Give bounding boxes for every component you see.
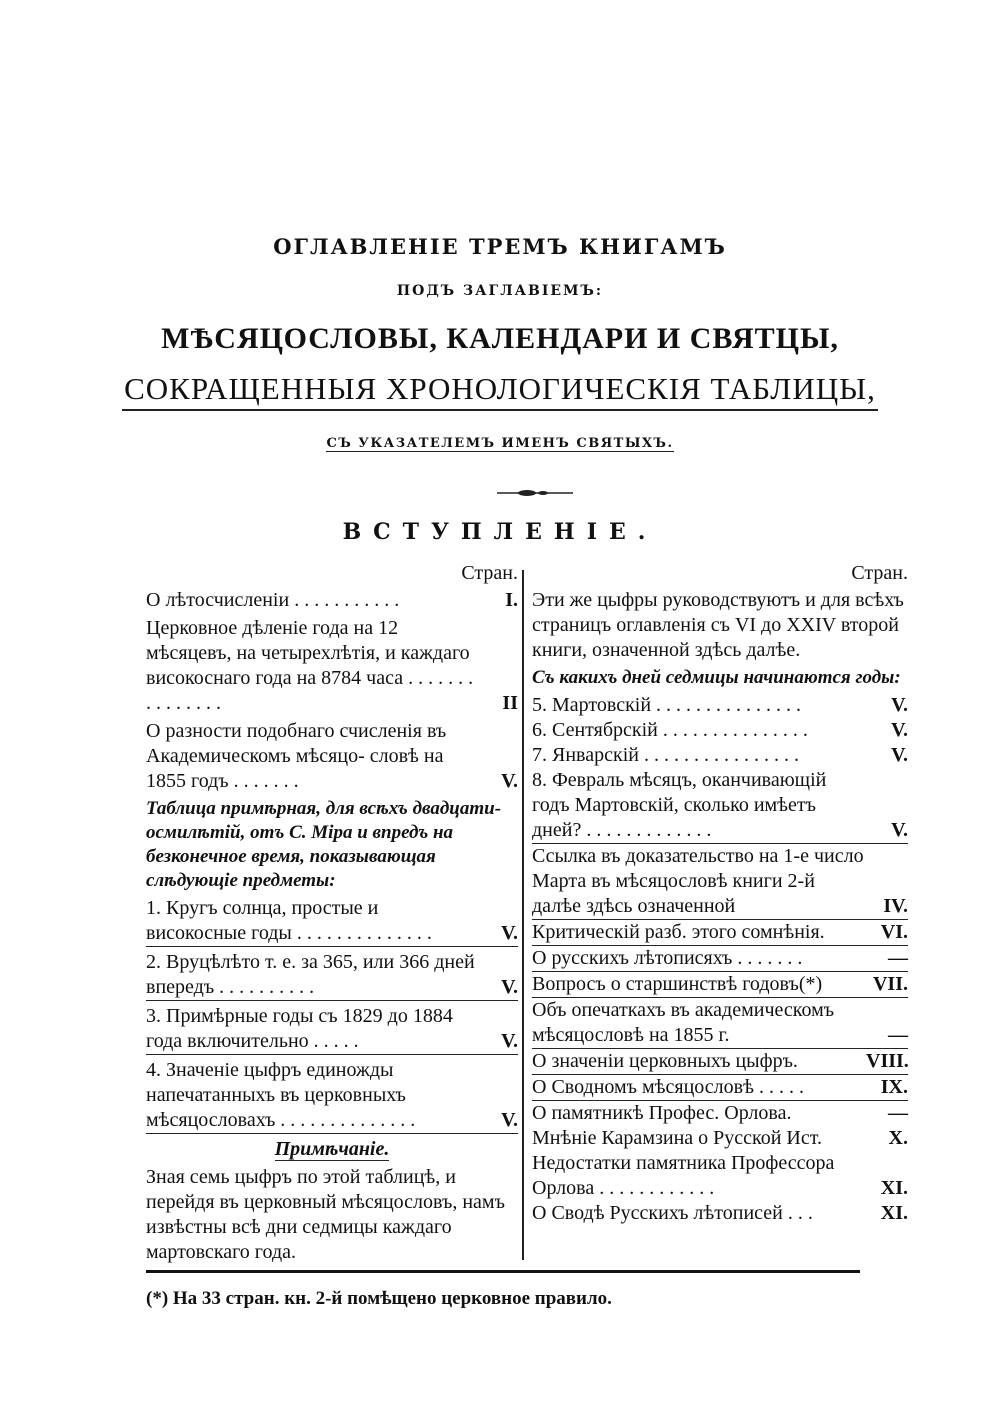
section-title: ВСТУПЛЕНІЕ. xyxy=(342,519,658,545)
toc-entry-text: Церковное дѣленіе года на 12 мѣсяцевъ, на четырехлѣтія, и каждаго високоснаго года на 8784 часа . . . . . . . . . . . . . . . xyxy=(146,617,474,714)
toc-entry-page: I. xyxy=(505,589,518,611)
toc-entry[interactable] xyxy=(532,1126,908,1151)
toc-entry[interactable] xyxy=(146,616,518,716)
toc-entry-page: — xyxy=(888,947,908,969)
toc-item[interactable] xyxy=(146,896,518,947)
toc-item-page: V. xyxy=(891,819,908,841)
title-line-4-text: СОКРАЩЕННЫЯ ХРОНОЛОГИЧЕСКІЯ ТАБЛИЦЫ, xyxy=(122,371,878,411)
title-line-4 xyxy=(0,371,1000,411)
toc-item-text: 2. Вруцѣлѣто т. е. за 365, или 366 дней впередъ . . . . . . . . . . xyxy=(146,951,475,998)
toc-item[interactable] xyxy=(146,950,518,1001)
toc-item-page: V. xyxy=(501,1030,518,1052)
toc-entry-text: О памятникѣ Профес. Орлова. xyxy=(532,1102,792,1124)
toc-entry-text: Объ опечаткахъ въ академическомъ мѣсяцословѣ на 1855 г. xyxy=(532,999,835,1046)
toc-entry-page: — xyxy=(888,1102,908,1124)
toc-entry-page: — xyxy=(888,1024,908,1046)
toc-item-text: 7. Январскій . . . . . . . . . . . . . . . . xyxy=(532,744,799,766)
toc-item-text: 3. Примѣрные годы съ 1829 до 1884 года включительно . . . . . xyxy=(146,1005,453,1052)
toc-item-text: 5. Мартовскій . . . . . . . . . . . . . . . xyxy=(532,694,802,716)
toc-entry[interactable] xyxy=(532,1201,908,1226)
note-text: Зная семь цыфръ по этой таблицѣ, и перейдя въ церковный мѣсяцословъ, намъ извѣстны всѣ дни седмицы каждаго мартовскаго года. xyxy=(146,1166,505,1263)
toc-entry-text: Ссылка въ доказательство на 1-е число Марта въ мѣсяцословѣ книги 2-й далѣе здѣсь означенной xyxy=(532,845,864,917)
toc-entry[interactable] xyxy=(532,972,908,998)
toc-item-text: 6. Сентябрскій . . . . . . . . . . . . . . . xyxy=(532,719,808,741)
toc-item-text: 8. Февраль мѣсяцъ, оканчивающій годъ Мартовскій, сколько имѣетъ дней? . . . . . . . . . . . . . xyxy=(532,769,827,841)
toc-item[interactable] xyxy=(532,718,908,743)
title-line-3: МѢСЯЦОСЛОВЫ, КАЛЕНДАРИ И СВЯТЦЫ, xyxy=(161,322,839,355)
bottom-rule xyxy=(146,1270,860,1273)
toc-item[interactable] xyxy=(532,693,908,718)
toc-item[interactable] xyxy=(146,1004,518,1055)
title-line-5 xyxy=(0,436,1000,452)
toc-entry-page: VIII. xyxy=(866,1050,909,1072)
toc-item-text: 4. Значеніе цыфръ единожды напечатанныхъ въ церковныхъ мѣсяцословахъ . . . . . . . . . . . . . . xyxy=(146,1059,416,1131)
toc-item-page: V. xyxy=(891,744,908,766)
toc-entry-text: Критическій разб. этого сомнѣнія. xyxy=(532,921,825,943)
footnote: (*) На 33 стран. кн. 2-й помѣщено церковное правило. xyxy=(146,1288,612,1309)
toc-entry-page: X. xyxy=(888,1127,908,1149)
toc-entry[interactable] xyxy=(532,1101,908,1126)
left-column xyxy=(146,562,518,1265)
right-intro: Эти же цыфры руководствуютъ и для всѣхъ страницъ оглавленія съ VI до XXIV второй книги, означенной здѣсь далѣе. xyxy=(532,589,904,661)
toc-entry-text: О Сводѣ Русскихъ лѣтописей . . . xyxy=(532,1202,813,1224)
title-line-2: ПОДЪ ЗАГЛАВІЕМЪ: xyxy=(396,283,604,299)
toc-entry-text: О разности подобнаго счисленія въ Академическомъ мѣсяцо- словѣ на 1855 годъ . . . . . . . xyxy=(146,720,447,792)
toc-item[interactable] xyxy=(532,768,908,844)
toc-entry-page: IV. xyxy=(883,895,908,917)
ornament-divider-icon xyxy=(497,488,573,498)
toc-entry[interactable] xyxy=(532,1049,908,1075)
toc-entry[interactable] xyxy=(532,844,908,920)
toc-entry-text: Мнѣніе Карамзина о Русской Ист. xyxy=(532,1127,822,1149)
toc-entry-text: О русскихъ лѣтописяхъ . . . . . . . xyxy=(532,947,803,969)
toc-item-page: V. xyxy=(501,976,518,998)
right-page-header: Стран. xyxy=(851,562,908,584)
right-column xyxy=(532,562,908,1226)
note-heading xyxy=(146,1138,518,1161)
toc-entry-text: О значеніи церковныхъ цыфръ. xyxy=(532,1050,798,1072)
toc-entry[interactable] xyxy=(532,998,908,1049)
toc-item-text: 1. Кругъ солнца, простые и високосные годы . . . . . . . . . . . . . . xyxy=(146,897,432,944)
title-line-1: ОГЛАВЛЕНІЕ ТРЕМЪ КНИГАМЪ xyxy=(273,234,727,259)
toc-item[interactable] xyxy=(532,743,908,768)
toc-entry-text: О лѣтосчисленіи . . . . . . . . . . . xyxy=(146,589,400,611)
toc-entry-page: XI. xyxy=(880,1177,908,1199)
toc-item-page: V. xyxy=(891,719,908,741)
toc-entry[interactable] xyxy=(146,719,518,794)
toc-item-page: V. xyxy=(501,1109,518,1131)
right-subheading: Съ какихъ дней седмицы начинаются годы: xyxy=(532,667,901,688)
toc-entry[interactable] xyxy=(532,1075,908,1101)
toc-entry[interactable] xyxy=(532,920,908,946)
toc-entry[interactable] xyxy=(532,1151,908,1201)
toc-item-page: V. xyxy=(891,694,908,716)
toc-entry-text: Вопросъ о старшинствѣ годовъ(*) xyxy=(532,973,823,995)
toc-entry-text: О Сводномъ мѣсяцословѣ . . . . . xyxy=(532,1076,804,1098)
toc-entry-page: XI. xyxy=(880,1202,908,1224)
toc-entry-page: IX. xyxy=(880,1076,908,1098)
title-line-5-text: СЪ УКАЗАТЕЛЕМЪ ИМЕНЪ СВЯТЫХЪ. xyxy=(326,436,674,451)
toc-item-page: V. xyxy=(501,922,518,944)
toc-entry-page: II xyxy=(502,692,518,714)
toc-entry-page: VII. xyxy=(872,973,908,995)
left-page-header: Стран. xyxy=(461,562,518,584)
note-heading-text: Примѣчаніе. xyxy=(274,1138,390,1160)
toc-entry-text: Недостатки памятника Профессора Орлова . . . . . . . . . . . . xyxy=(532,1152,835,1199)
toc-entry[interactable] xyxy=(532,946,908,972)
toc-entry[interactable] xyxy=(146,588,518,613)
toc-item[interactable] xyxy=(146,1058,518,1134)
column-divider xyxy=(522,570,524,1260)
toc-entry-page: V. xyxy=(501,770,518,792)
toc-entry-page: VI. xyxy=(880,921,908,943)
table-title: Таблица примѣрная, для всѣхъ двадцати-осмилѣтій, отъ С. Міра и впредъ на безконечное время, показывающая слѣдующіе предметы: xyxy=(146,798,502,891)
